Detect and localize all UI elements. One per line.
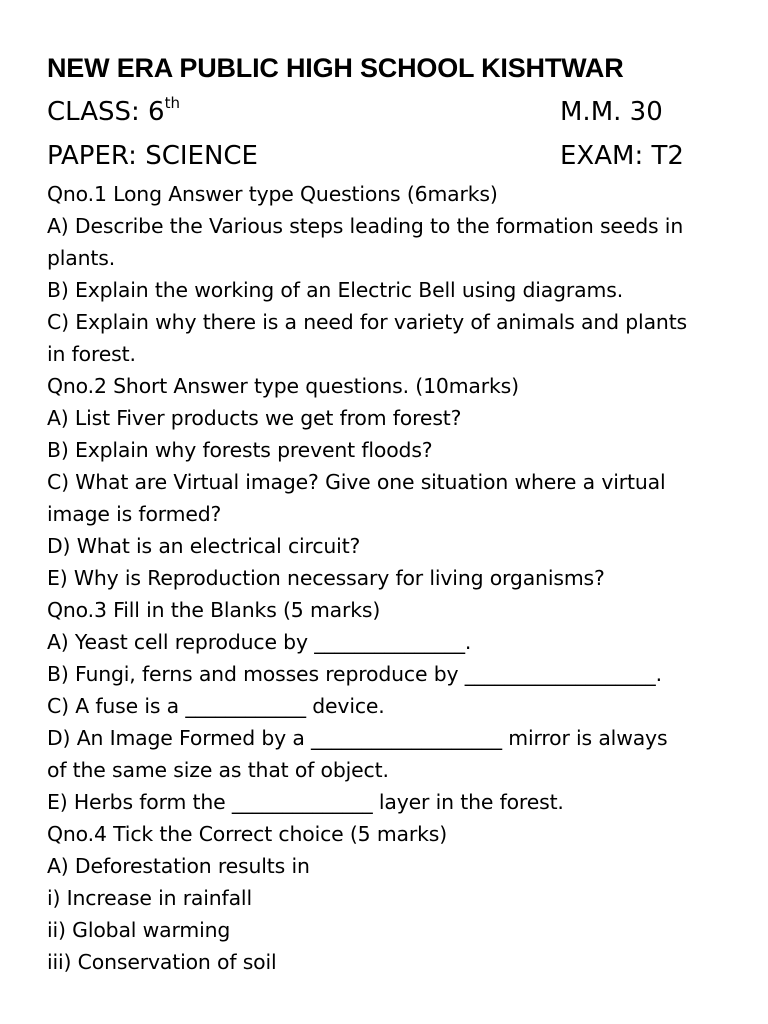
class-superscript: th — [164, 94, 180, 112]
q1-b: B) Explain the working of an Electric Bell using diagrams. — [47, 278, 624, 302]
q4-a: A) Deforestation results in — [47, 854, 310, 878]
q1-heading: Qno.1 Long Answer type Questions (6marks) — [47, 182, 498, 206]
q3-b: B) Fungi, ferns and mosses reproduce by ___________________. — [47, 662, 662, 686]
paper-row — [47, 134, 737, 178]
q1-c-line1: C) Explain why there is a need for variety of animals and plants — [47, 310, 688, 334]
q2-heading: Qno.2 Short Answer type questions. (10marks) — [47, 374, 519, 398]
questions — [47, 178, 737, 978]
q2-c-line2: image is formed? — [47, 502, 222, 526]
q4-option-2: ii) Global warming — [47, 918, 231, 942]
q2-c-line1: C) What are Virtual image? Give one situation where a virtual — [47, 470, 666, 494]
q2-a: A) List Fiver products we get from forest? — [47, 406, 462, 430]
q4-heading: Qno.4 Tick the Correct choice (5 marks) — [47, 822, 448, 846]
q3-a: A) Yeast cell reproduce by _______________. — [47, 630, 472, 654]
max-marks: M.M. 30 — [560, 97, 663, 127]
q3-d-line1: D) An Image Formed by a ___________________ mirror is always — [47, 726, 668, 750]
q1-c-line2: in forest. — [47, 342, 136, 366]
class-row — [47, 90, 737, 134]
q3-d-line2: of the same size as that of object. — [47, 758, 389, 782]
paper-label: PAPER: SCIENCE — [47, 141, 258, 171]
exam-label: EXAM: T2 — [560, 141, 684, 171]
q1-a-line1: A) Describe the Various steps leading to the formation seeds in — [47, 214, 684, 238]
q2-e: E) Why is Reproduction necessary for living organisms? — [47, 566, 605, 590]
class-label: CLASS: 6th — [47, 94, 180, 127]
exam-paper — [47, 46, 737, 978]
school-name: NEW ERA PUBLIC HIGH SCHOOL KISHTWAR — [47, 53, 624, 83]
q3-c: C) A fuse is a ____________ device. — [47, 694, 385, 718]
q4-option-3: iii) Conservation of soil — [47, 950, 277, 974]
q3-e: E) Herbs form the ______________ layer in the forest. — [47, 790, 564, 814]
q3-heading: Qno.3 Fill in the Blanks (5 marks) — [47, 598, 381, 622]
q2-b: B) Explain why forests prevent floods? — [47, 438, 433, 462]
q4-option-1: i) Increase in rainfall — [47, 886, 252, 910]
q1-a-line2: plants. — [47, 246, 116, 270]
q2-d: D) What is an electrical circuit? — [47, 534, 361, 558]
